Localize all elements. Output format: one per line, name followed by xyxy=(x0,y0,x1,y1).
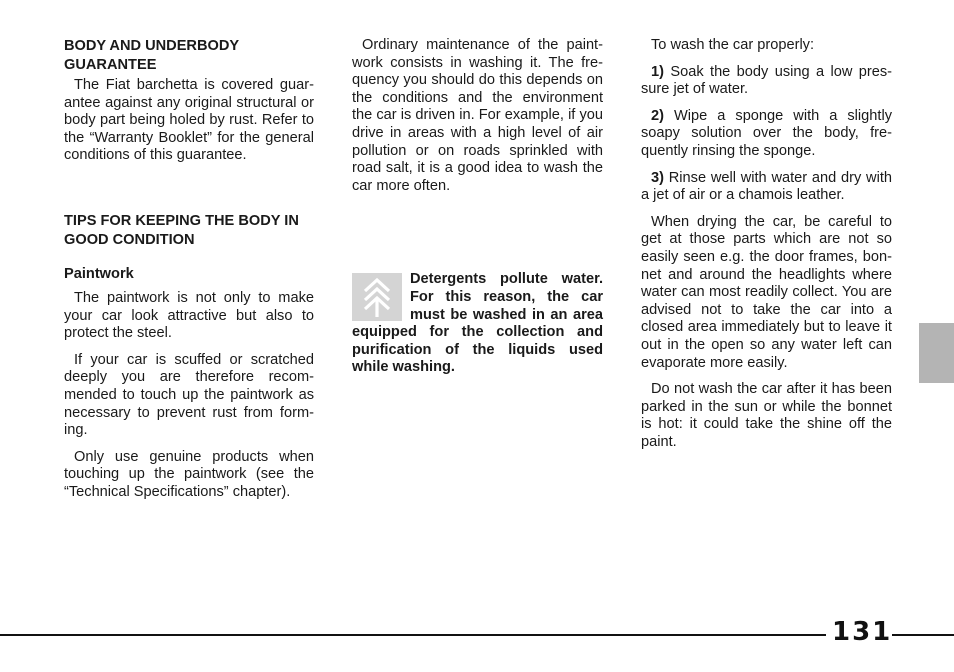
step-3-number: 3) xyxy=(651,169,664,186)
step-1 xyxy=(641,64,892,99)
paragraph-ordinary-maintenance: Ordinary maintenance of the paintwork consists in washing it. The frequency you should do this depends on the conditions and the environment the car is driven in. For example, if you drive in areas with a high level of air pollution or on roads sprinkled with road salt, it is a good idea to wash the car more often. xyxy=(352,37,603,194)
column-right xyxy=(641,37,892,460)
heading-body-underbody-guarantee: BODY AND UNDERBODY GUARANTEE xyxy=(64,38,239,73)
step-3-text: Rinse well with water and dry with a jet of air or a chamois leather. xyxy=(641,169,892,204)
paragraph-scuffed-scratched: If your car is scuffed or scratched deeply you are therefore recommended to touch up the paintwork as necessary to prevent rust from forming. xyxy=(64,351,314,439)
section-side-tab xyxy=(919,323,954,383)
step-2-text: Wipe a sponge with a slightly soapy solution over the body, frequently rinsing the sponge. xyxy=(641,107,892,159)
footer-rule-left xyxy=(0,634,826,636)
environment-note xyxy=(352,271,603,377)
step-1-text: Soak the body using a low pressure jet of water. xyxy=(641,63,892,98)
paragraph-guarantee: The Fiat barchetta is covered guarantee against any original structural or body part being holed by rust. Refer to the “Warranty Booklet” for the general conditions of this guarantee. xyxy=(64,77,314,164)
page-number: 131 xyxy=(832,617,893,647)
environment-tree-icon xyxy=(352,273,402,321)
subheading-paintwork: Paintwork xyxy=(64,265,134,282)
heading-tips-body-condition: TIPS FOR KEEPING THE BODY IN GOOD CONDITION xyxy=(64,212,299,248)
step-1-number: 1) xyxy=(651,63,664,80)
step-2 xyxy=(641,108,892,161)
step-3 xyxy=(641,170,892,205)
paragraph-paintwork-purpose: The paintwork is not only to make your car look attractive but also to protect the steel. xyxy=(64,289,314,342)
paragraph-drying: When drying the car, be careful to get at those parts which are not so easily seen e.g. the door frames, bonnet and around the headlights where water can most readily collect. You are advised not to take the car into a closed area immediately but to leave it out in the open so any water left can evaporate more easily. xyxy=(641,213,892,371)
column-left xyxy=(64,37,314,511)
environment-note-text: Detergents pollute water. For this reason, the car must be washed in an area equipped for the collection and purification of the liquids used while washing. xyxy=(352,271,603,376)
paragraph-sun-warning: Do not wash the car after it has been parked in the sun or while the bonnet is hot: it could take the shine off the paint. xyxy=(641,381,892,450)
paragraph-wash-intro: To wash the car properly: xyxy=(651,37,815,53)
column-middle xyxy=(352,37,603,377)
footer-rule-right xyxy=(892,634,954,636)
paragraph-genuine-products: Only use genuine products when touching up the paintwork (see the “Technical Specifications” chapter). xyxy=(64,448,314,500)
step-2-number: 2) xyxy=(651,107,664,124)
